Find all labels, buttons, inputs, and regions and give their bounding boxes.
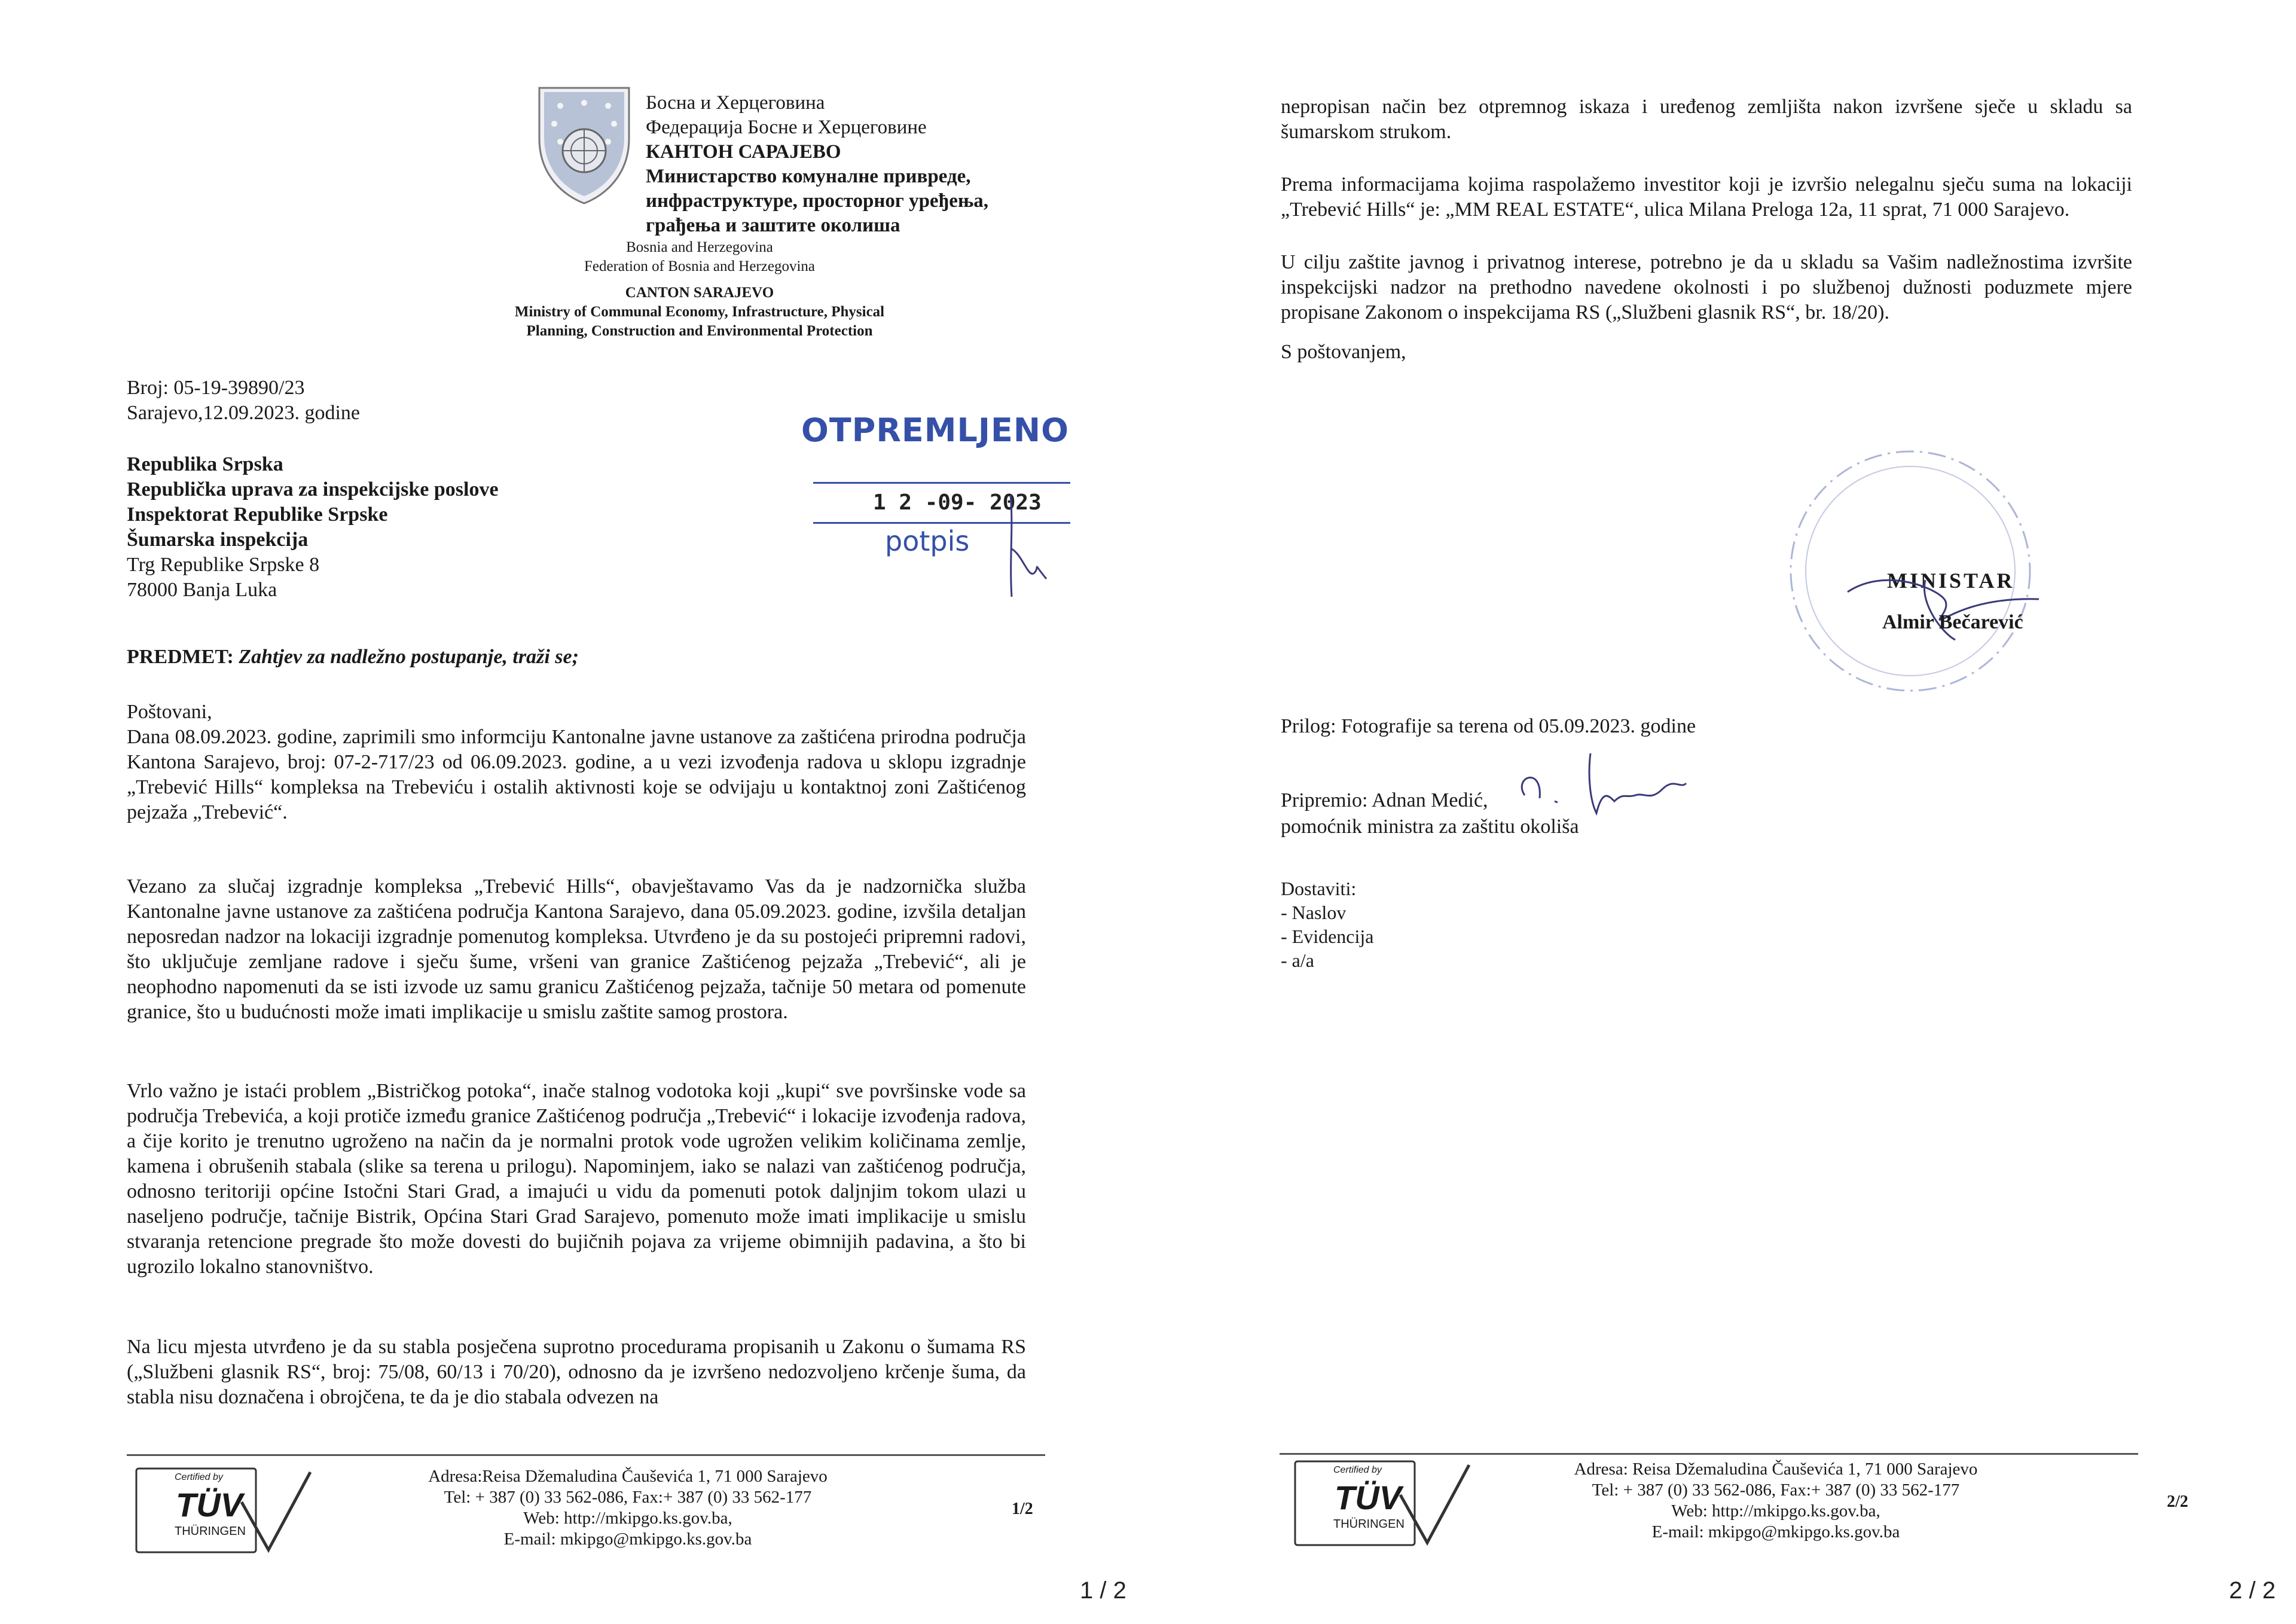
tuv-certification-logo [134, 1466, 313, 1556]
paragraph: U cilju zaštite javnog i privatnog interese, potrebno je da u skladu sa Vašim nadležnostima izvršite inspekcijski nadzor na prethodno navedene okolnosti i po službenoj dužnosti poduzmete mjere propisane Zakonom o inspekcijama RS („Službeni glasnik RS“, br. 18/20). [1281, 251, 2132, 323]
recipient-line: Inspektorat Republike Srpske [127, 503, 388, 526]
paragraph: nepropisan način bez otpremnog iskaza i uređenog zemljišta nakon izvršene sječe u skladu sa šumarskom strukom. [1281, 96, 2132, 143]
page-number: 2/2 [2167, 1492, 2188, 1511]
stamp-label: potpis [885, 525, 970, 557]
greeting: Poštovani, [127, 701, 212, 723]
closing: S poštovanjem, [1281, 341, 1406, 363]
preparer-role: pomoćnik ministra za zaštitu okoliša [1281, 816, 1579, 838]
subject-text: Zahtjev za nadležno postupanje, traži se; [239, 646, 579, 668]
cert-sub: THÜRINGEN [175, 1525, 246, 1538]
cert-brand: TÜV [1335, 1479, 1402, 1516]
cert-top: Certified by [175, 1472, 223, 1482]
subject-line [127, 645, 579, 670]
header-line: Planning, Construction and Environmental Protection [526, 323, 873, 339]
page-2 [1148, 0, 2296, 1624]
minister-name: Almir Bečarević [1882, 611, 2023, 633]
header-line: Ministry of Communal Economy, Infrastructure, Physical [514, 304, 885, 320]
footer-contact [311, 1466, 945, 1550]
preparer-signature-icon [1507, 741, 1698, 825]
viewer-page-indicator: 2 / 2 [2229, 1577, 2276, 1604]
footer-line: Web: http://mkipgo.ks.gov.ba, [1671, 1501, 1880, 1521]
footer-line: Adresa:Reisa Džemaludina Čauševića 1, 71 000 Sarajevo [428, 1467, 828, 1486]
footer-contact [1483, 1459, 2069, 1543]
prepared-by: Pripremio: Adnan Medić, [1281, 789, 1488, 811]
cert-brand: TÜV [176, 1486, 243, 1524]
distribution-item: - Naslov [1281, 902, 1347, 923]
distribution-title: Dostaviti: [1281, 878, 1357, 899]
recipient-line: 78000 Banja Luka [127, 579, 277, 601]
paragraph: Prema informacijama kojima raspolažemo investitor koji je izvršio nelegalnu sječu suma na lokaciji „Trebević Hills“ je: „MM REAL ESTATE“, ulica Milana Preloga 12a, 11 sprat, 71 000 Sarajevo. [1281, 173, 2132, 221]
footer-divider [127, 1454, 1045, 1456]
cert-top: Certified by [1333, 1465, 1382, 1475]
header-line: Босна и Херцеговина [646, 92, 825, 114]
cert-sub: THÜRINGEN [1333, 1518, 1405, 1531]
recipient-block [127, 452, 499, 603]
footer-divider [1280, 1453, 2138, 1455]
footer-line: E-mail: mkipgo@mkipgo.ks.gov.ba [1651, 1522, 1900, 1541]
header-line: Федерација Босне и Херцеговине [646, 117, 927, 138]
footer-line: Web: http://mkipgo.ks.gov.ba, [523, 1509, 732, 1528]
paragraph: Vrlo važno je istaći problem „Bistričkog potoka“, inače stalnog vodotoka koji „kupi“ sve površinske vode sa područja Trebevića, a koji protiče između granice Zaštićenog područja „Trebević“ i lokacije izvođenja radova, a čije korito je trenutno ugroženo na način da je normalni protok vode ugrožen velikim količinama zemlje, kamena i obrušenih stabala (slike sa terena u prilogu). Napominjem, iako se nalazi van zaštićenog područja, odnosno teritoriji općine Istočni Stari Grad, a imajući u vidu da pomenuti potok daljnjim tokom ulazi u naseljeno područje, tačnije Bistrik, Općina Stari Grad Sarajevo, pomenuto može imati implikacije u smislu stvaranja retencione pregrade što može dovesti do bujičnih pojava za vrijeme obimnijih padavina, a što bi ugrozilo lokalno stanovništvo. [127, 1080, 1026, 1278]
document-number: Broj: 05-19-39890/23 [127, 377, 305, 399]
stamp-signature-icon [999, 489, 1070, 603]
stamp-title: OTPREMLJENO [801, 411, 1070, 449]
distribution-item: - Evidencija [1281, 926, 1374, 947]
subject-label: PREDMET: [127, 646, 234, 668]
stamp-date: 1 2 -09- 2023 [873, 490, 1042, 515]
header-line: CANTON SARAJEVO [625, 285, 774, 301]
tuv-certification-logo [1293, 1459, 1472, 1549]
attachment-note: Prilog: Fotografije sa terena od 05.09.2023. godine [1281, 715, 1696, 737]
recipient-line: Republička uprava za inspekcijske poslove [127, 478, 499, 500]
paragraph: Dana 08.09.2023. godine, zaprimili smo informciju Kantonalne javne ustanove za zaštićena prirodna područja Kantona Sarajevo, broj: 07-2-717/23 od 06.09.2023. godine, a u vezi izvođenja radova u sklopu izgradnje „Trebević Hills“ kompleksa na Trebeviću i ostalih aktivnosti koje se odvijaju u kontaktnoj zoni Zaštićenog pejzaža „Trebević“. [127, 726, 1026, 823]
header-line: грађења и заштите околиша [646, 215, 900, 236]
footer-line: E-mail: mkipgo@mkipgo.ks.gov.ba [503, 1530, 752, 1549]
page-number: 1/2 [1012, 1500, 1033, 1518]
header-english [311, 238, 1088, 341]
recipient-line: Republika Srpska [127, 453, 283, 475]
paragraph: Na licu mjesta utvrđeno je da su stabla posječena suprotno procedurama propisanih u Zakonu o šumama RS („Službeni glasnik RS“, broj: 75/08, 60/13 i 70/20), odnosno da je izvršeno nedozvoljeno krčenje šuma, da stabla nisu doznačena i obrojčena, te da je dio stabala odvezen na [127, 1336, 1026, 1408]
footer-line: Adresa: Reisa Džemaludina Čauševića 1, 71 000 Sarajevo [1574, 1460, 1978, 1479]
footer-line: Tel: + 387 (0) 33 562-086, Fax:+ 387 (0) 33 562-177 [1592, 1480, 1960, 1500]
paragraph: Vezano za slučaj izgradnje kompleksa „Trebević Hills“, obavještavamo Vas da je nadzornička služba Kantonalne javne ustanove za zaštićena područja Kantona Sarajevo, dana 05.09.2023. godine, izvšila detaljan neposredan nadzor na lokaciji izgradnje pomenutog kompleksa. Utvrđeno je da su postojeći pripremni radovi, što uključuje zemljane radove i sječu šume, vršeni van granice Zaštićenog pejzaža „Trebević“, ali je neophodno napomenuti da se isti izvode uz samu granicu Zaštićenog pejzaža, tačnije 50 metara od pomenute granice, što u budućnosti može imati implikacije u smislu zaštite samog prostora. [127, 875, 1026, 1023]
recipient-line: Šumarska inspekcija [127, 529, 309, 551]
coat-of-arms-icon [533, 85, 635, 204]
viewer-page-indicator: 1 / 2 [1080, 1577, 1126, 1604]
header-line: Bosnia and Herzegovina [626, 239, 773, 255]
footer-line: Tel: + 387 (0) 33 562-086, Fax:+ 387 (0) 33 562-177 [444, 1488, 812, 1507]
header-cyrillic [646, 91, 1064, 238]
distribution-item: - a/a [1281, 950, 1314, 971]
header-line: Министарство комуналне привреде, [646, 166, 971, 187]
recipient-line: Trg Republike Srpske 8 [127, 554, 320, 576]
stamp-line [813, 482, 1070, 484]
minister-title: MINISTAR [1887, 569, 2015, 593]
document-date: Sarajevo,12.09.2023. godine [127, 402, 360, 424]
header-line: Federation of Bosnia and Herzegovina [584, 258, 815, 274]
dispatch-stamp [795, 411, 1082, 603]
header-line: инфраструктуре, просторног уређења, [646, 190, 988, 212]
distribution-block [1281, 877, 1373, 972]
header-line: КАНТОН САРАЈЕВО [646, 141, 841, 163]
